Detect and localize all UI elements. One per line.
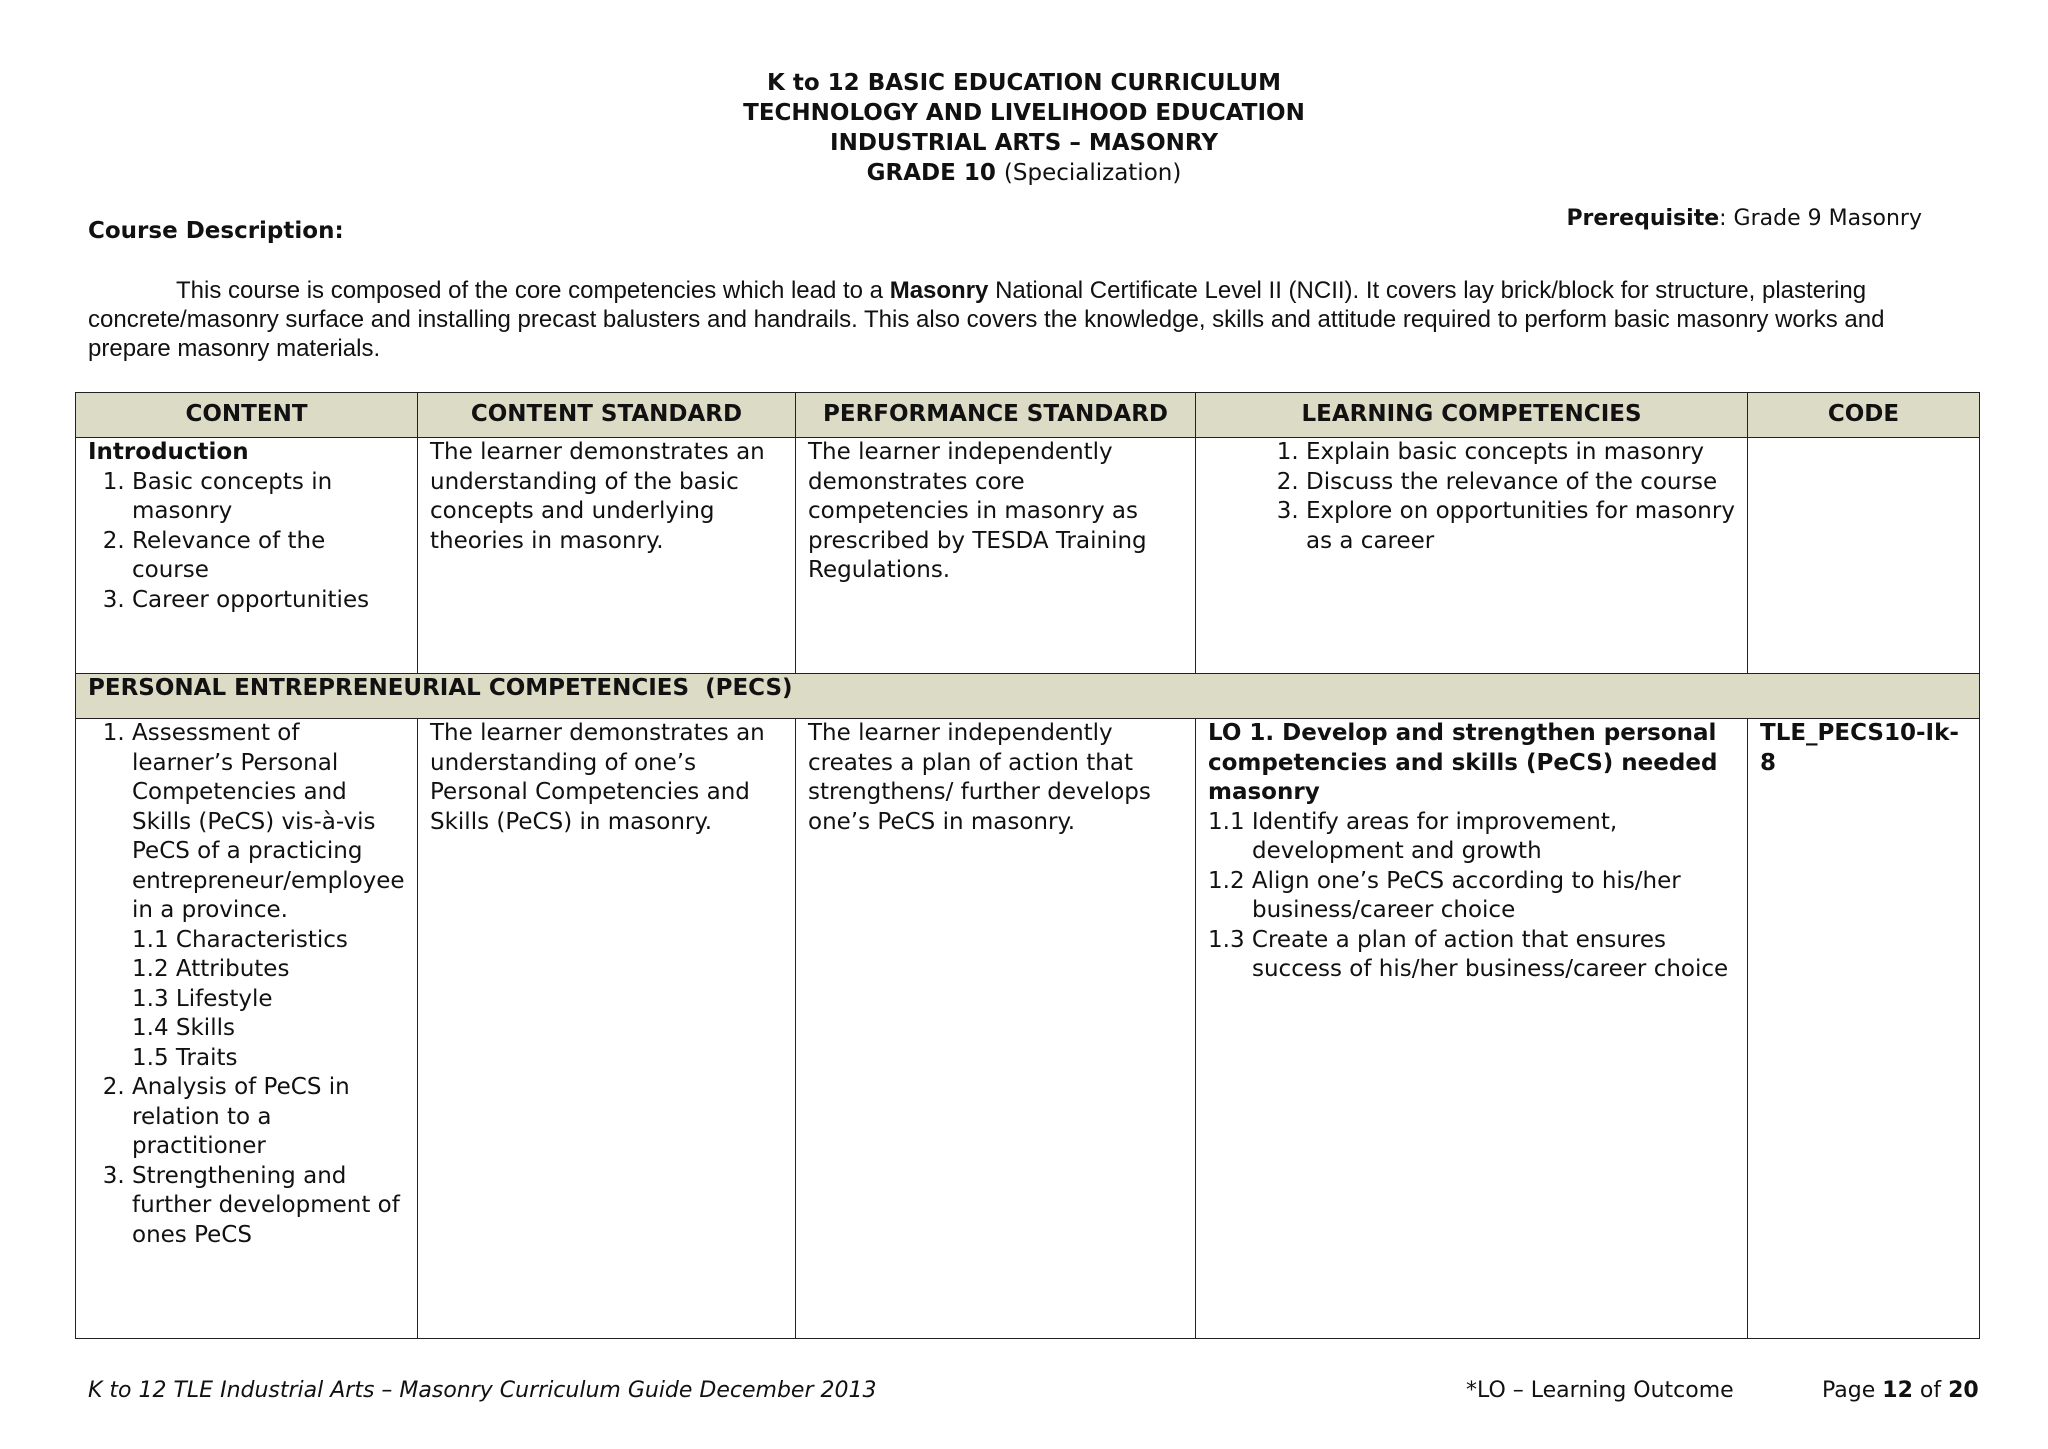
footer-page-number <box>1822 1378 1979 1403</box>
list-item: 1. Explain basic concepts in masonry <box>1306 438 1735 468</box>
cell-content <box>76 438 418 674</box>
competency-code: TLE_PECS10-Ik-8 <box>1760 720 1959 776</box>
col-header-content-standard: CONTENT STANDARD <box>418 393 796 438</box>
lo-title: LO 1. Develop and strengthen personal competencies and skills (PeCS) needed masonry <box>1208 720 1718 805</box>
page-total: 20 <box>1948 1378 1979 1403</box>
table-header-row <box>76 393 1980 438</box>
footer-guide-title: K to 12 TLE Industrial Arts – Masonry Curriculum Guide December 2013 <box>88 1378 877 1403</box>
table-row <box>76 438 1980 674</box>
header-line-2: TECHNOLOGY AND LIVELIHOOD EDUCATION <box>743 100 1305 126</box>
prerequisite-label: Prerequisite <box>1566 206 1720 231</box>
header-grade <box>0 158 2048 188</box>
col-header-code: CODE <box>1748 393 1980 438</box>
list-item: 3. Career opportunities <box>132 586 405 616</box>
page-label: Page <box>1822 1378 1883 1403</box>
list-item: 1.2 Attributes <box>132 956 290 982</box>
list-item: 1.4 Skills <box>132 1015 235 1041</box>
course-desc-part-2: National Certificate Level II (NCII). It covers lay brick/block for structure, plastering concrete/masonry surface and installing precast balusters and handrails. This also covers the knowledge, skills and attitude required to perform basic masonry works and prepare masonry materials. <box>88 277 1885 362</box>
list-item: 3. Explore on opportunities for masonry as a career <box>1306 497 1735 556</box>
col-header-content: CONTENT <box>76 393 418 438</box>
competencies-list <box>1208 438 1735 556</box>
grade-label: GRADE 10 <box>866 160 996 186</box>
course-description-title: Course Description: <box>88 218 344 244</box>
table-row <box>76 719 1980 1339</box>
cell-content <box>76 719 418 1339</box>
course-description-text <box>88 276 1918 363</box>
content-sublist <box>132 926 405 1074</box>
cell-content-standard: The learner demonstrates an understanding of the basic concepts and underlying theories in masonry. <box>418 438 796 674</box>
page-current: 12 <box>1882 1378 1913 1403</box>
list-item <box>132 719 405 1073</box>
header-line-1: K to 12 BASIC EDUCATION CURRICULUM <box>767 70 1281 96</box>
cell-content-standard: The learner demonstrates an understanding of one’s Personal Competencies and Skills (PeCS) in masonry. <box>418 719 796 1339</box>
content-title: Introduction <box>88 439 249 465</box>
list-item: 3. Strengthening and further development of ones PeCS <box>132 1162 405 1251</box>
cell-performance-standard: The learner independently demonstrates core competencies in masonry as prescribed by TESDA Training Regulations. <box>796 438 1196 674</box>
list-item: 2. Relevance of the course <box>132 527 405 586</box>
footer-lo-note: *LO – Learning Outcome <box>1466 1378 1734 1403</box>
list-item: 1.3 Lifestyle <box>132 985 273 1012</box>
list-item: 1.2 Align one’s PeCS according to his/her business/career choice <box>1208 867 1681 923</box>
list-item: 1. Basic concepts in masonry <box>132 468 405 527</box>
cell-performance-standard: The learner independently creates a plan of action that strengthens/ further develops one’s PeCS in masonry. <box>796 719 1196 1339</box>
cell-learning-competencies <box>1196 438 1748 674</box>
prerequisite <box>1566 206 1922 231</box>
header-line-3: INDUSTRIAL ARTS – MASONRY <box>830 130 1218 156</box>
cell-code <box>1748 719 1980 1339</box>
col-header-performance-standard: PERFORMANCE STANDARD <box>796 393 1196 438</box>
list-item: 2. Analysis of PeCS in relation to a practitioner <box>132 1073 405 1162</box>
prerequisite-value: : Grade 9 Masonry <box>1719 206 1922 231</box>
list-item: 1.1 Characteristics <box>132 926 348 953</box>
list-item: 2. Discuss the relevance of the course <box>1306 468 1735 498</box>
cell-code <box>1748 438 1980 674</box>
section-band-title: PERSONAL ENTREPRENEURIAL COMPETENCIES (PECS) <box>76 674 1980 719</box>
content-list <box>88 468 405 616</box>
page-of: of <box>1912 1378 1949 1403</box>
content-item-text: Assessment of learner’s Personal Competencies and Skills (PeCS) vis-à-vis PeCS of a practicing entrepreneur/employee in a province. <box>132 720 405 923</box>
list-item: 1.1 Identify areas for improvement, development and growth <box>1208 808 1618 864</box>
list-item: 1.3 Create a plan of action that ensures success of his/her business/career choice <box>1208 926 1729 982</box>
cell-learning-competencies <box>1196 719 1748 1339</box>
grade-note: (Specialization) <box>1003 160 1182 186</box>
list-item: 1.5 Traits <box>132 1044 238 1071</box>
lo-list <box>1208 808 1735 985</box>
col-header-learning-competencies: LEARNING COMPETENCIES <box>1196 393 1748 438</box>
curriculum-table <box>75 392 1980 1339</box>
section-band-row <box>76 674 1980 719</box>
course-desc-bold: Masonry <box>889 277 989 304</box>
document-header <box>0 68 2048 188</box>
course-desc-part-1: This course is composed of the core competencies which lead to a <box>176 277 890 304</box>
content-list <box>88 719 405 1250</box>
